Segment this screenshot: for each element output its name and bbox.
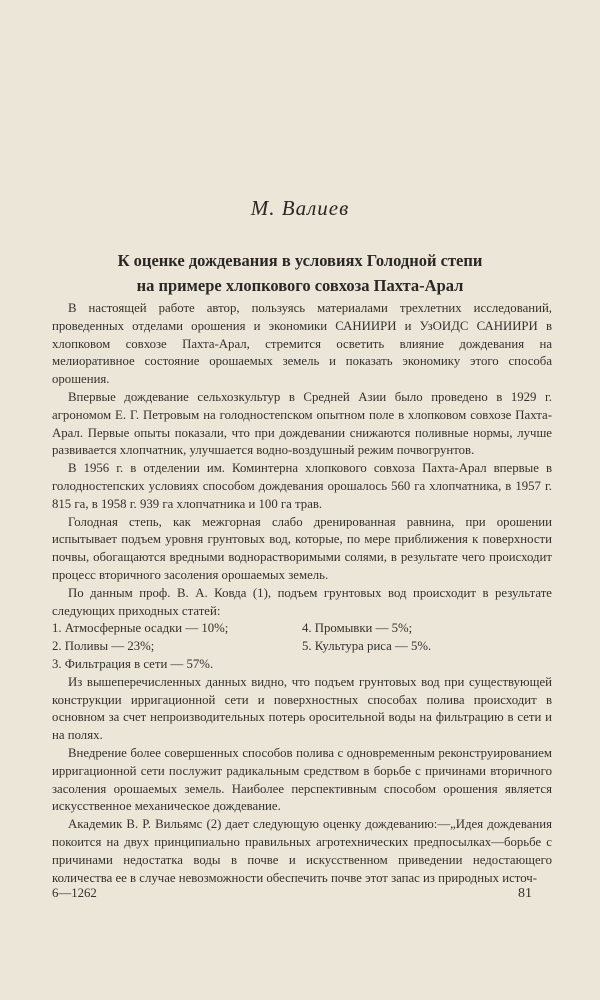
author-name: М. Валиев <box>250 196 350 220</box>
title-line-2: на примере хлопкового совхоза Пахта-Арал <box>136 276 464 295</box>
list-item-4: 4. Промывки — 5%; <box>302 621 413 636</box>
paragraph-7: Внедрение более совершенных способов полива с одновременным реконструированием ирригационной сети послужит радикальным средством в борьбе с причинами вторичного засоления орошаемых земель. Наиболее перспективным способом орошения является искусственное механическое дождевание. <box>52 745 552 814</box>
paragraph-4: Голодная степь, как межгорная слабо дренированная равнина, при орошении испытывает подъем уровня грунтовых вод, которые, по мере приближения к поверхности почвы, обогащаются вредными воднорастворимыми солями, в результате чего происходит процесс вторичного засоления орошаемых земель. <box>52 514 552 582</box>
sources-list <box>52 620 552 673</box>
paragraph-6: Из вышеперечисленных данных видно, что подъем грунтовых вод при существующей конструкции ирригационной сети и поверхностных способах полива происходит в основном за счет непроизводительных потерь оросительной воды на фильтрацию в сети и на полях. <box>52 674 552 743</box>
article-title <box>40 248 560 298</box>
paragraph-5: По данным проф. В. А. Ковда (1), подъем грунтовых вод происходит в результате следующих приходных статей: <box>52 585 552 618</box>
paragraph-3: В 1956 г. в отделении им. Коминтерна хлопкового совхоза Пахта-Арал впервые в голодностепских условиях способом дождевания орошалось 560 га хлопчатника, в 1957 г. 815 га, в 1958 г. 939 га хлопчатника и 100 га трав. <box>52 461 552 511</box>
list-item-5: 5. Культура риса — 5%. <box>302 639 432 654</box>
article-body <box>52 300 552 887</box>
list-row <box>52 638 552 656</box>
paragraph-1: В настоящей работе автор, пользуясь материалами трехлетних исследований, проведенных отделами орошения и экономики САНИИРИ и УзОИДС САНИИРИ в хлопковом совхозе Пахта-Арал, стремится осветить влияние дождевания на мелиоративное состояние орошаемых земель и показать экономику этого способа орошения. <box>52 301 552 387</box>
page-number: 81 <box>518 886 532 901</box>
list-item-1: 1. Атмосферные осадки — 10%; <box>52 621 229 636</box>
list-row <box>52 656 552 674</box>
paragraph-8: Академик В. Р. Вильямс (2) дает следующую оценку дождеванию:—„Идея дождевания покоится на двух принципиально правильных агротехнических предпосылках—борьбе с причинами недостатка воды в почве и искусственном приведении недостающего количества ее в случае невозможности обеспечить почве этот запас из природных источ- <box>52 817 552 885</box>
list-row <box>52 620 552 638</box>
printer-signature: 6—1262 <box>52 886 97 900</box>
title-line-1: К оценке дождевания в условиях Голодной степи <box>117 251 483 270</box>
list-item-2: 2. Поливы — 23%; <box>52 639 155 654</box>
paragraph-2: Впервые дождевание сельхозкультур в Средней Азии было проведено в 1929 г. агрономом Е. Г. Петровым на голодностепском опытном поле в хлопковом совхозе Пахта-Арал. Первые опыты показали, что при дождевании снижаются поливные нормы, лучше развивается хлопчатник, улучшается водно-воздушный режим почвогрунтов. <box>52 389 552 458</box>
list-item-3: 3. Фильтрация в сети — 57%. <box>52 656 214 671</box>
